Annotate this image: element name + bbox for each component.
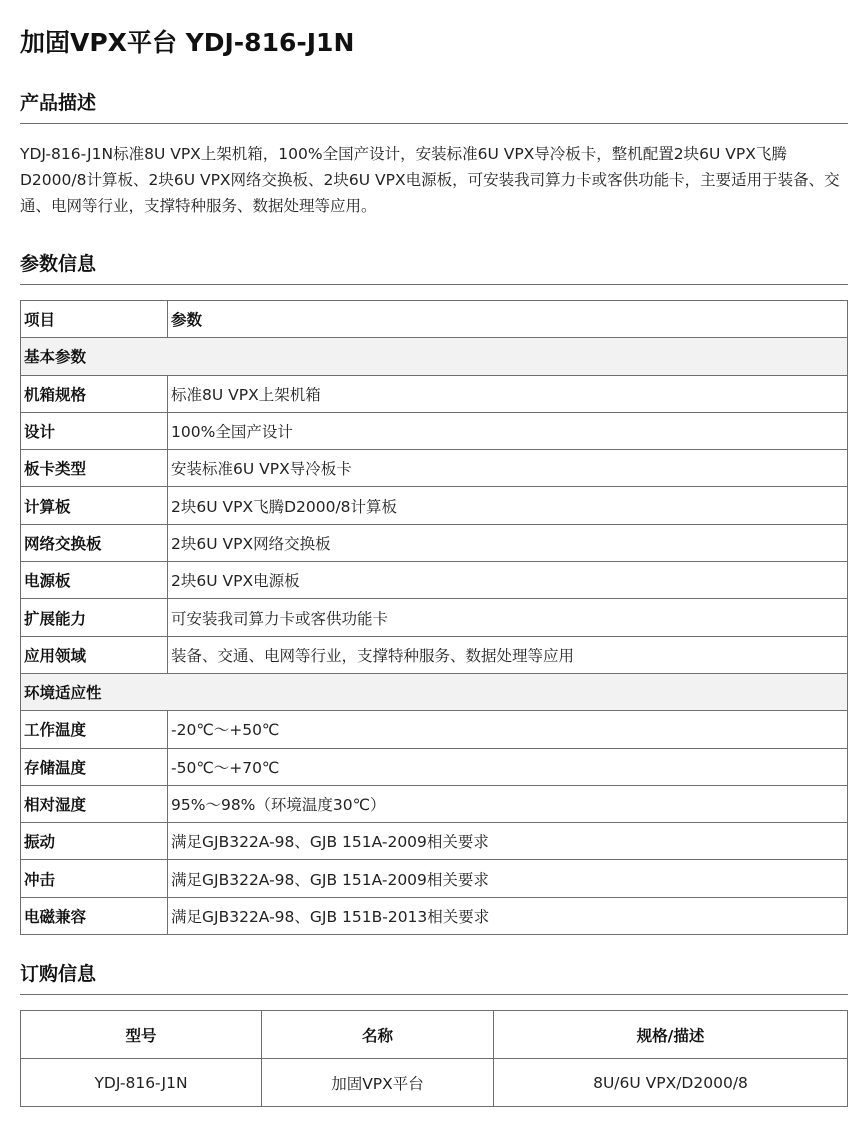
params-group-row	[21, 338, 848, 375]
table-row	[21, 860, 848, 897]
param-value: 满足GJB322A-98、GJB 151A-2009相关要求	[168, 860, 848, 897]
table-row	[21, 599, 848, 636]
order-table-header	[21, 1011, 848, 1059]
param-key: 扩展能力	[21, 599, 168, 636]
param-key: 冲击	[21, 860, 168, 897]
table-row	[21, 785, 848, 822]
table-row	[21, 450, 848, 487]
order-table	[20, 1010, 848, 1107]
table-row	[21, 524, 848, 561]
param-key: 机箱规格	[21, 375, 168, 412]
param-key: 网络交换板	[21, 524, 168, 561]
param-value: 2块6U VPX飞腾D2000/8计算板	[168, 487, 848, 524]
param-value: -20℃～+50℃	[168, 711, 848, 748]
order-header-model: 型号	[21, 1011, 262, 1059]
order-header-spec: 规格/描述	[494, 1011, 848, 1059]
table-row	[21, 412, 848, 449]
param-value: 安装标准6U VPX导冷板卡	[168, 450, 848, 487]
order-header-name: 名称	[262, 1011, 494, 1059]
page-title: 加固VPX平台 YDJ-816-J1N	[20, 28, 355, 57]
param-value: 标准8U VPX上架机箱	[168, 375, 848, 412]
param-value: 2块6U VPX网络交换板	[168, 524, 848, 561]
param-key: 工作温度	[21, 711, 168, 748]
param-key: 振动	[21, 823, 168, 860]
table-row	[21, 562, 848, 599]
order-model: YDJ-816-J1N	[21, 1059, 262, 1107]
param-value: 95%～98%（环境温度30℃）	[168, 785, 848, 822]
params-heading: 参数信息	[20, 251, 848, 285]
table-row	[21, 375, 848, 412]
params-table	[20, 300, 848, 935]
order-heading: 订购信息	[20, 961, 848, 995]
table-row	[21, 636, 848, 673]
table-row	[21, 823, 848, 860]
table-row	[21, 711, 848, 748]
table-row	[21, 748, 848, 785]
param-key: 电源板	[21, 562, 168, 599]
param-value: 100%全国产设计	[168, 412, 848, 449]
param-value: 2块6U VPX电源板	[168, 562, 848, 599]
param-key: 存储温度	[21, 748, 168, 785]
product-description: YDJ-816-J1N标准8U VPX上架机箱，100%全国产设计，安装标准6U VPX导冷板卡，整机配置2块6U VPX飞腾D2000/8计算板、2块6U VPX网络交换板、2块6U VPX电源板，可安装我司算力卡或客供功能卡，主要适用于装备、交通、电网等行业，支撑特种服务、数据处理等应用。	[20, 145, 840, 215]
params-table-header	[21, 301, 848, 338]
params-header-item: 项目	[21, 301, 168, 338]
order-name: 加固VPX平台	[262, 1059, 494, 1107]
param-value: 满足GJB322A-98、GJB 151B-2013相关要求	[168, 897, 848, 934]
param-value: 可安装我司算力卡或客供功能卡	[168, 599, 848, 636]
table-row	[21, 1059, 848, 1107]
params-group-basic: 基本参数	[21, 338, 848, 375]
params-group-row	[21, 673, 848, 710]
param-value: -50℃～+70℃	[168, 748, 848, 785]
param-key: 电磁兼容	[21, 897, 168, 934]
table-row	[21, 897, 848, 934]
param-value: 装备、交通、电网等行业，支撑特种服务、数据处理等应用	[168, 636, 848, 673]
param-key: 板卡类型	[21, 450, 168, 487]
table-row	[21, 487, 848, 524]
order-spec: 8U/6U VPX/D2000/8	[494, 1059, 848, 1107]
param-key: 相对湿度	[21, 785, 168, 822]
param-key: 计算板	[21, 487, 168, 524]
param-key: 设计	[21, 412, 168, 449]
params-header-value: 参数	[168, 301, 848, 338]
param-key: 应用领域	[21, 636, 168, 673]
param-value: 满足GJB322A-98、GJB 151A-2009相关要求	[168, 823, 848, 860]
description-heading: 产品描述	[20, 90, 848, 124]
params-group-env: 环境适应性	[21, 673, 848, 710]
